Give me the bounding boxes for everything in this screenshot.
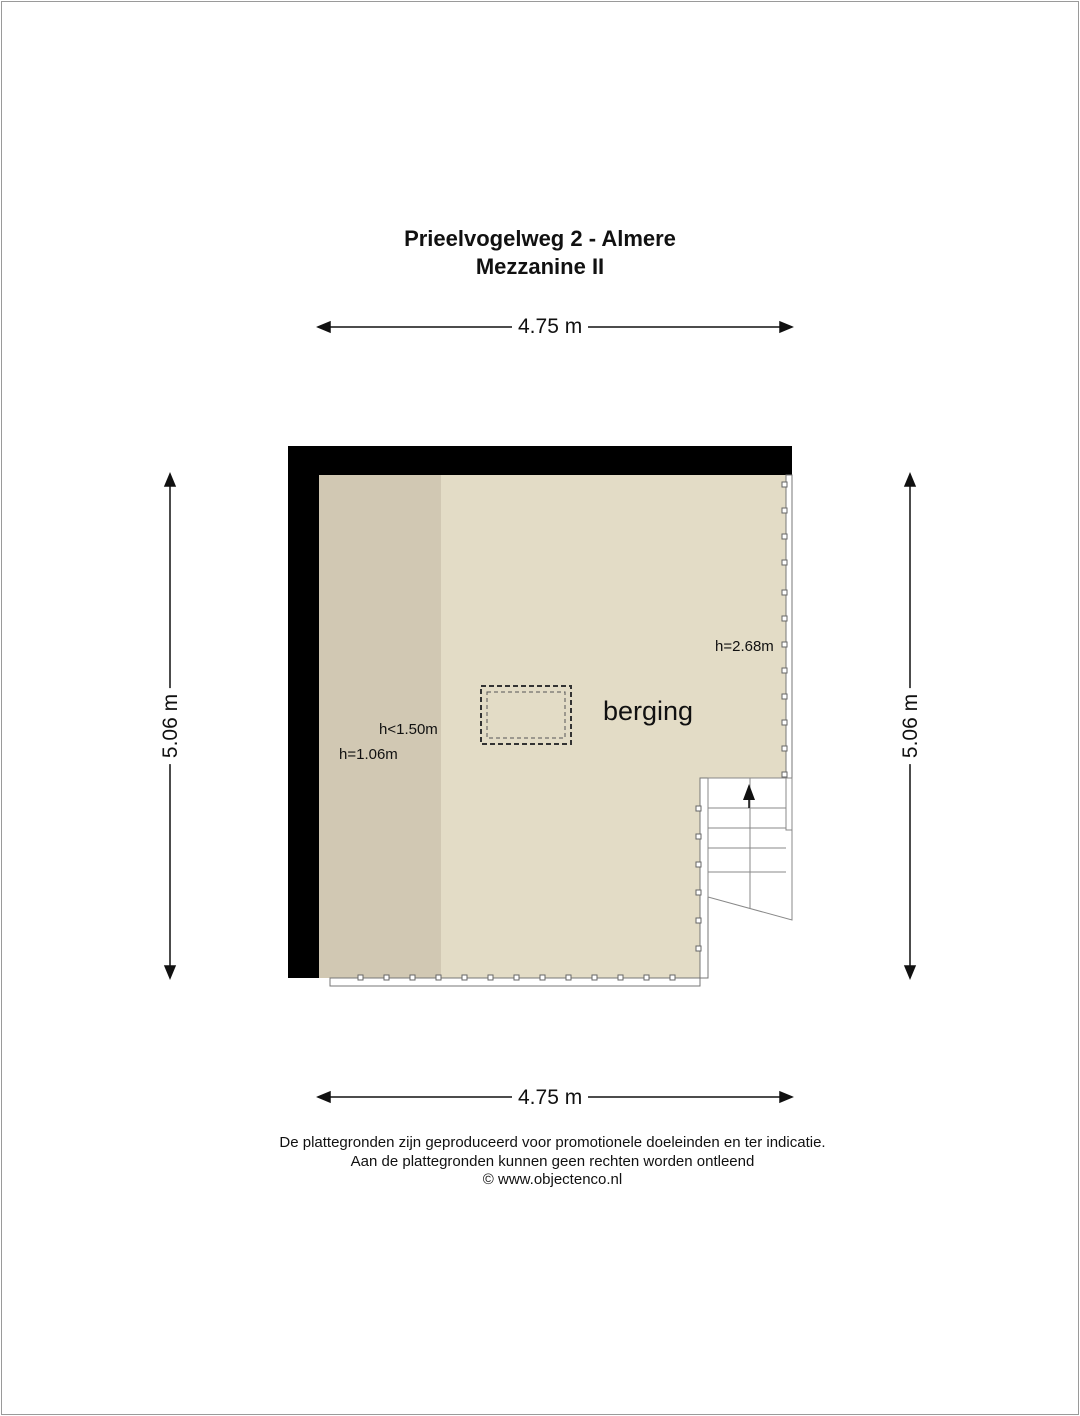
height-label-right: h=2.68m	[715, 638, 774, 655]
height-label-eave: h=1.06m	[339, 746, 398, 763]
dimension-top: 4.75 m	[512, 315, 588, 339]
floor-title: Mezzanine II	[475, 254, 605, 279]
room-label-berging: berging	[603, 696, 694, 726]
address-title: Prieelvogelweg 2 - Almere	[404, 226, 676, 251]
wall-right	[786, 475, 792, 778]
dimension-bottom: 4.75 m	[512, 1086, 588, 1110]
wall-left	[288, 446, 319, 978]
wall-top	[288, 446, 792, 475]
disclaimer-line-1: De plattegronden zijn geproduceerd voor promotionele doeleinden en ter indicatie.	[279, 1134, 826, 1151]
height-label-slope: h<1.50m	[379, 721, 438, 738]
dimension-right: 5.06 m	[899, 688, 923, 764]
disclaimer-line-3: © www.objectenco.nl	[482, 1171, 623, 1188]
dimension-left: 5.06 m	[159, 688, 183, 764]
disclaimer-line-2: Aan de plattegronden kunnen geen rechten worden ontleend	[350, 1153, 755, 1170]
